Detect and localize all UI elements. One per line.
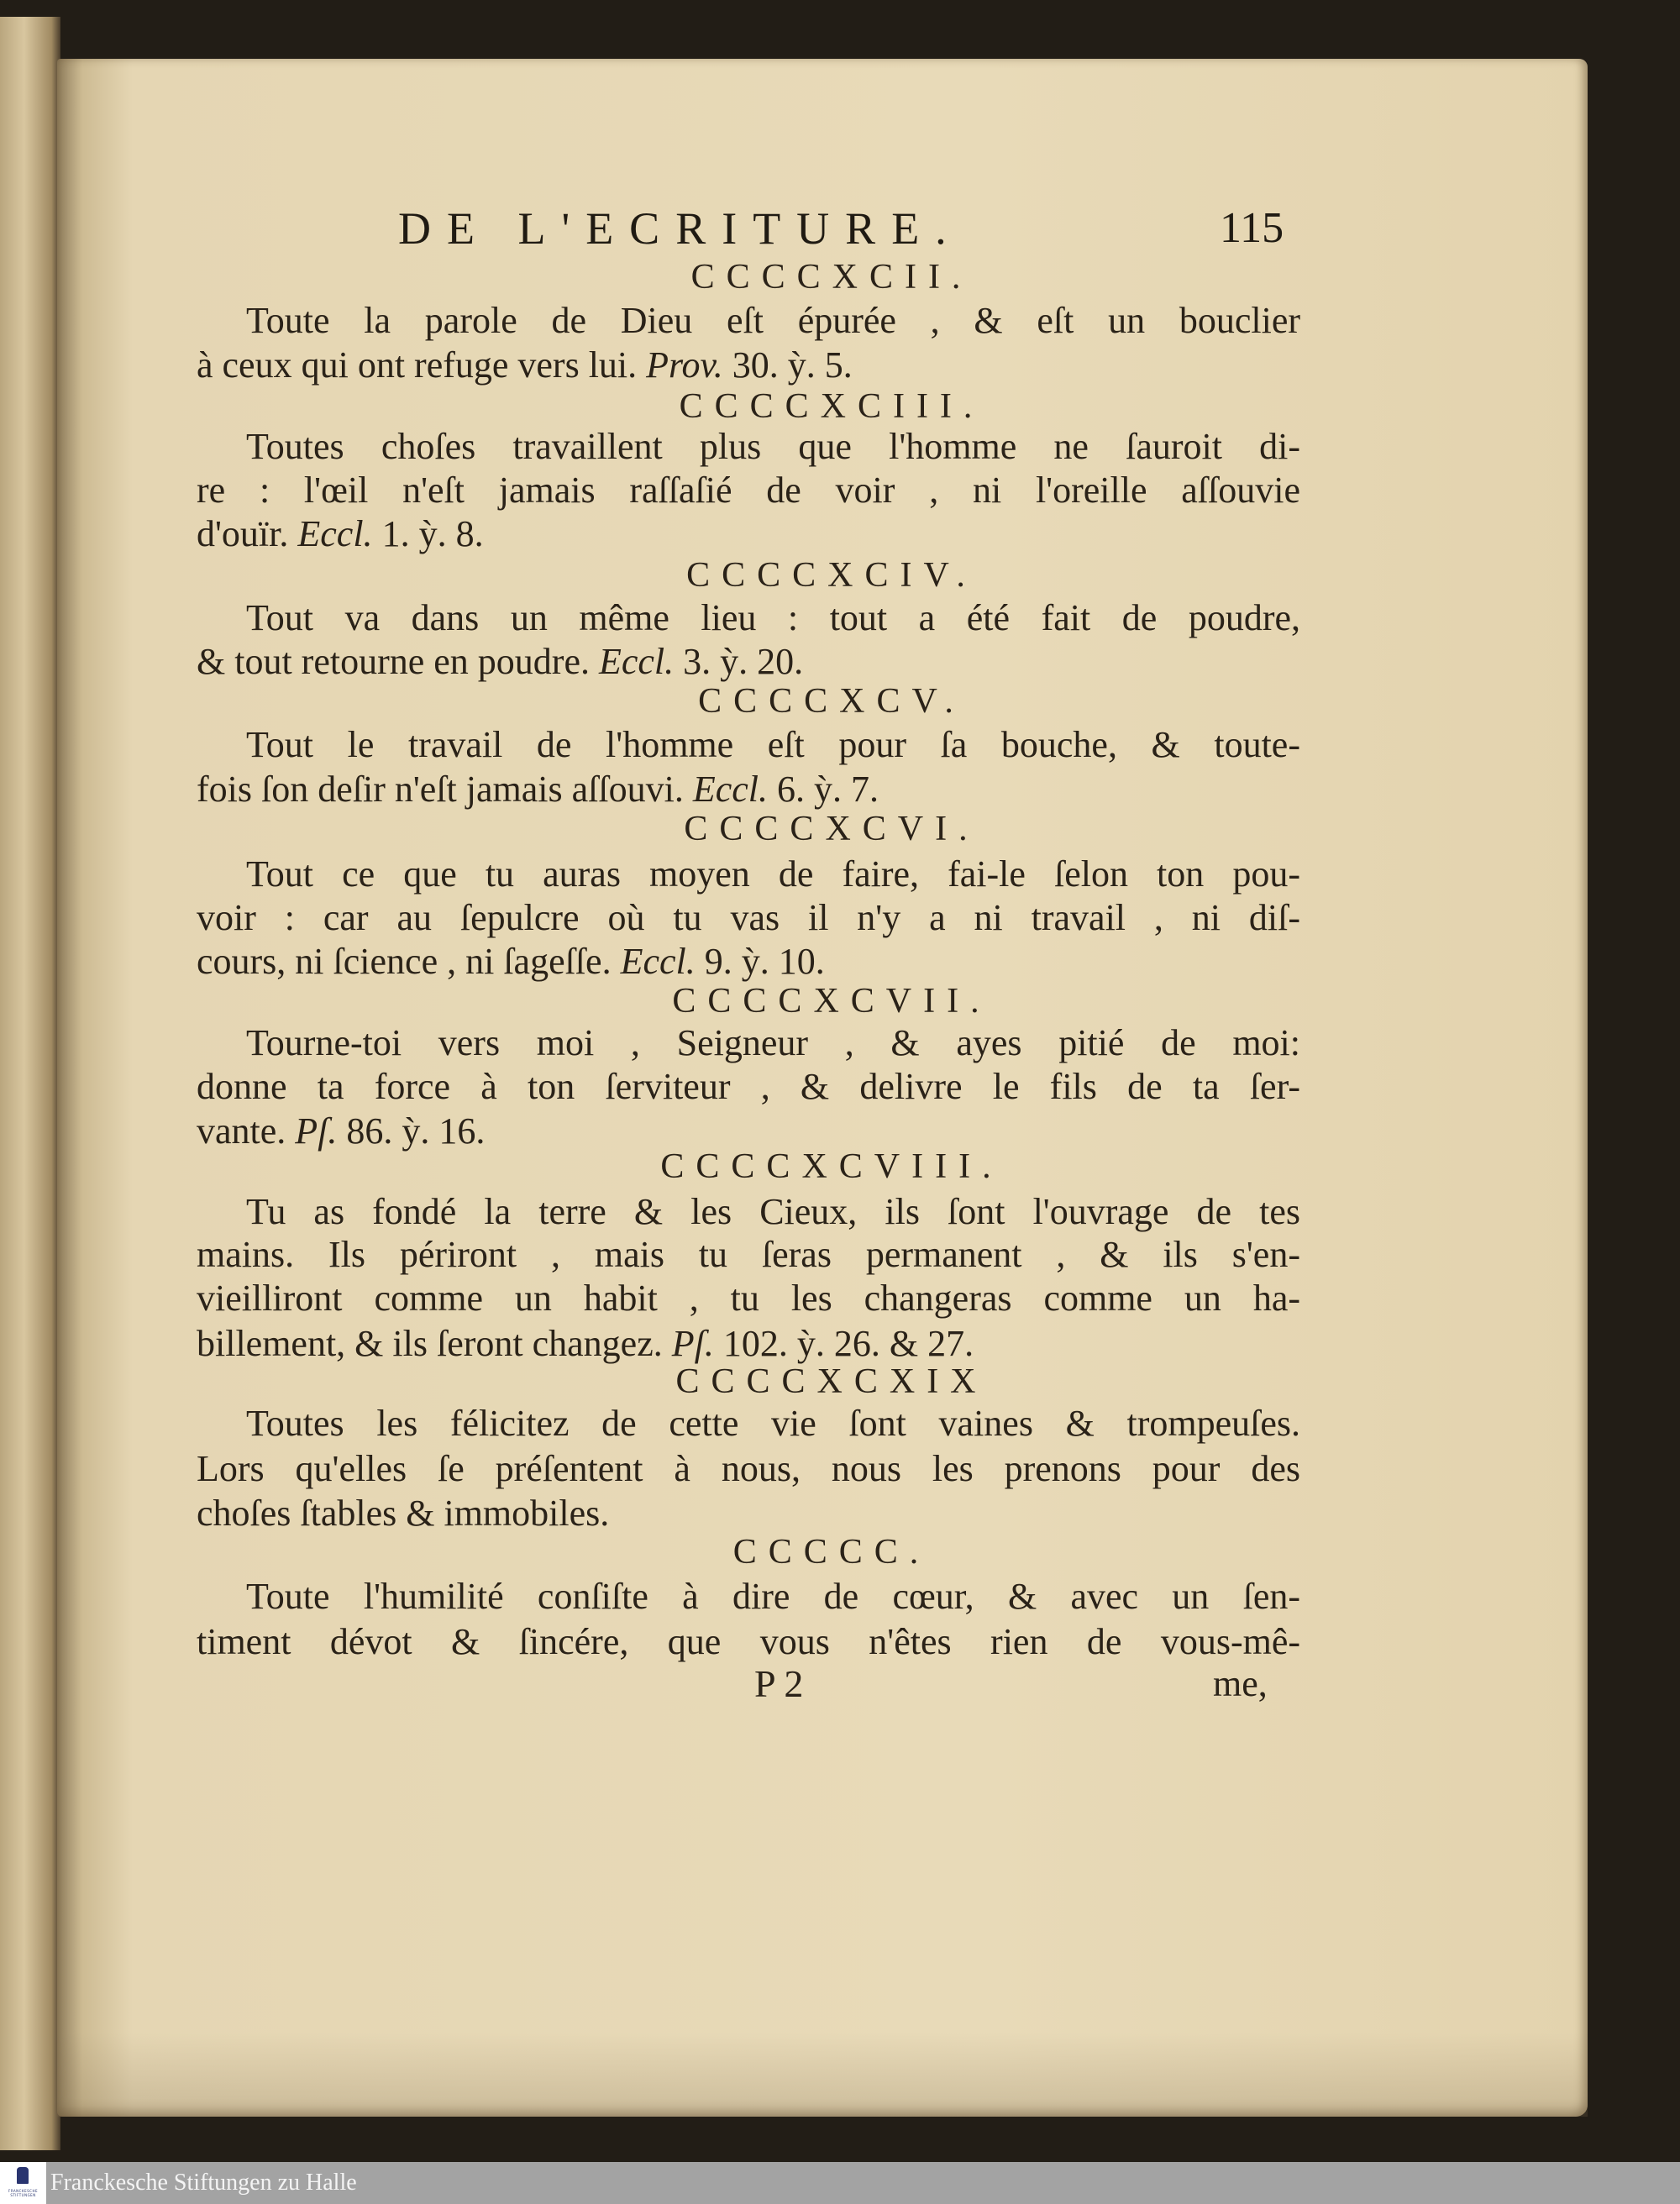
text-line <box>197 1447 1300 1491</box>
line-text: timent dévot & ſincére, que vous n'êtes rien de vous-mê- <box>197 1621 1300 1662</box>
text-line <box>197 1233 1300 1277</box>
entry-numeral: CCCCXCVI. <box>684 810 979 848</box>
line-text: & tout retourne en poudre. <box>197 641 599 682</box>
scripture-book-ref: Eccl. <box>620 941 696 982</box>
line-text: choſes ſtables & immobiles. <box>197 1493 610 1534</box>
text-line <box>246 853 1300 896</box>
line-text: Tourne-toi vers moi , Seigneur , & ayes pitié de moi: <box>246 1022 1300 1063</box>
scripture-verse-ref: 6. ỳ. 7. <box>768 769 879 810</box>
catchword: me, <box>1213 1663 1268 1704</box>
page-shadow <box>57 2033 1588 2117</box>
text-line <box>197 896 1300 940</box>
scripture-book-ref: Eccl. <box>598 641 675 682</box>
entry-numeral: CCCCXCVII. <box>672 982 991 1021</box>
line-text: Toute l'humilité conſiſte à dire de cœur, & avec un ſen- <box>246 1576 1300 1617</box>
line-text: cours, ni ſcience , ni ſageſſe. <box>197 941 621 982</box>
footer-bar <box>0 2162 1680 2204</box>
text-line <box>197 469 1300 512</box>
line-text: Lors qu'elles ſe préſentent à nous, nous les prenons pour des <box>197 1448 1300 1489</box>
text-line <box>197 1492 1300 1535</box>
text-line <box>246 1190 1300 1234</box>
scripture-verse-ref: 3. ỳ. 20. <box>674 641 804 682</box>
line-text: mains. Ils périront , mais tu ſeras permanent , & ils s'en- <box>197 1234 1300 1275</box>
text-line <box>246 1021 1300 1065</box>
logo-text: FRANCKESCHE STIFTUNGEN <box>8 2189 38 2197</box>
text-line <box>197 1065 1300 1109</box>
line-text: Tout ce que tu auras moyen de faire, fai-le ſelon ton pou- <box>246 853 1300 895</box>
line-text: à ceux qui ont refuge vers lui. <box>197 344 647 386</box>
entry-numeral: CCCCC. <box>732 1533 931 1572</box>
entry-numeral: CCCCXCII. <box>690 258 973 296</box>
text-line <box>197 344 1300 387</box>
signature-mark: P 2 <box>754 1662 804 1705</box>
scripture-book-ref: Eccl. <box>692 769 768 810</box>
scripture-verse-ref: 30. ỳ. 5. <box>722 344 853 386</box>
scripture-verse-ref: 86. ỳ. 16. <box>337 1110 486 1152</box>
institution-logo <box>0 2162 46 2204</box>
text-line <box>246 425 1300 469</box>
scripture-book-ref: Pſ. <box>295 1110 338 1152</box>
entry-numeral: CCCCXCIII. <box>679 387 984 426</box>
text-line <box>246 723 1300 767</box>
text-line <box>197 640 1300 684</box>
line-text: Tu as fondé la terre & les Cieux, ils ſont l'ouvrage de tes <box>246 1191 1300 1232</box>
running-head: DE L'ECRITURE. <box>398 203 963 254</box>
line-text: re : l'œil n'eſt jamais raſſaſié de voir , ni l'oreille aſſouvie <box>197 470 1300 511</box>
line-text: donne ta force à ton ſerviteur , & delivre le fils de ta ſer- <box>197 1066 1300 1107</box>
logo-figure-icon <box>17 2167 29 2184</box>
line-text: Toutes choſes travaillent plus que l'homme ne ſauroit di- <box>246 426 1300 467</box>
line-text: fois ſon deſir n'eſt jamais aſſouvi. <box>197 769 693 810</box>
text-line <box>246 299 1300 343</box>
scripture-book-ref: Prov. <box>646 344 723 386</box>
text-line <box>197 940 1300 984</box>
footer-institution-name: Franckesche Stiftungen zu Halle <box>50 2170 357 2196</box>
page-number: 115 <box>1220 204 1284 252</box>
entry-numeral: CCCCXCV. <box>698 682 965 721</box>
line-text: voir : car au ſepulcre où tu vas il n'y a ni travail , ni diſ- <box>197 897 1300 938</box>
facing-page-edge <box>0 17 60 2150</box>
entry-numeral: CCCCXCXIX <box>675 1362 988 1401</box>
line-text: vieilliront comme un habit , tu les changeras comme un ha- <box>197 1278 1300 1319</box>
line-text: vante. <box>197 1110 296 1152</box>
scripture-verse-ref: 1. ỳ. 8. <box>372 513 484 554</box>
scripture-book-ref: Eccl. <box>297 513 373 554</box>
line-text: Toutes les félicitez de cette vie ſont vaines & trompeuſes. <box>246 1403 1300 1444</box>
scripture-verse-ref: 102. ỳ. 26. & 27. <box>713 1323 974 1364</box>
line-text: Tout le travail de l'homme eſt pour ſa bouche, & toute- <box>246 724 1300 765</box>
entry-numeral: CCCCXCVIII. <box>660 1147 1003 1186</box>
line-text: Toute la parole de Dieu eſt épurée , & eſt un bouclier <box>246 300 1300 341</box>
text-line <box>246 1575 1300 1619</box>
text-line <box>197 768 1300 811</box>
text-line <box>197 1620 1300 1664</box>
line-text: Tout va dans un même lieu : tout a été fait de poudre, <box>246 597 1300 638</box>
text-line <box>197 512 1300 556</box>
text-line <box>246 596 1300 640</box>
scripture-book-ref: Pſ. <box>671 1323 714 1364</box>
scripture-verse-ref: 9. ỳ. 10. <box>695 941 825 982</box>
line-text: billement, & ils ſeront changez. <box>197 1323 672 1364</box>
text-line <box>246 1402 1300 1446</box>
line-text: d'ouïr. <box>197 513 298 554</box>
entry-numeral: CCCCXCIV. <box>686 556 977 595</box>
text-line <box>197 1277 1300 1320</box>
